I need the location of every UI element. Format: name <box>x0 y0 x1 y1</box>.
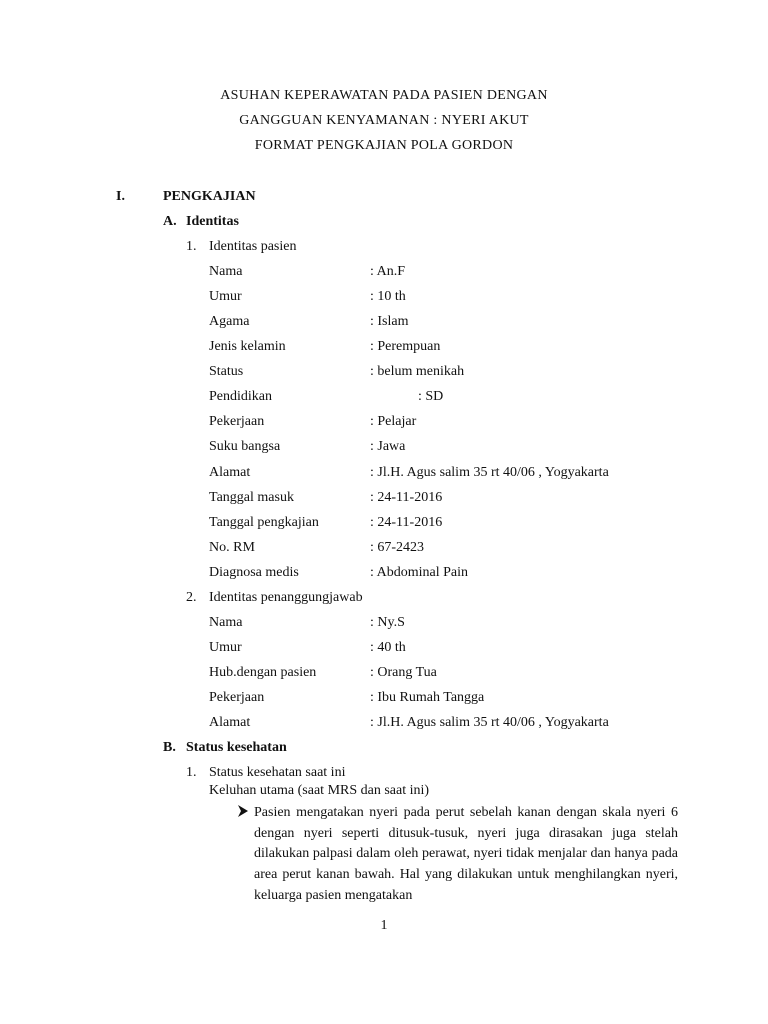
field-label: Pendidikan <box>209 389 272 404</box>
field-label: Nama <box>209 615 243 630</box>
field-value: : 40 th <box>370 640 406 655</box>
field-label: Diagnosa medis <box>209 565 299 580</box>
patient-id-title: Identitas pasien <box>209 239 297 254</box>
arrowhead-bullet-icon <box>236 804 250 818</box>
doc-title-line-2: GANGGUAN KENYAMANAN : NYERI AKUT <box>239 113 529 128</box>
field-label: Suku bangsa <box>209 439 281 454</box>
field-label: Umur <box>209 289 242 304</box>
complaint-label: Keluhan utama (saat MRS dan saat ini) <box>209 783 430 798</box>
field-value: : Abdominal Pain <box>370 565 468 580</box>
field-value: : 67-2423 <box>370 540 425 555</box>
guardian-id-title: Identitas penanggungjawab <box>209 590 363 605</box>
field-label: Pekerjaan <box>209 690 265 705</box>
field-value: : Jawa <box>370 439 406 454</box>
field-value: : Islam <box>370 314 409 329</box>
field-label: Umur <box>209 640 242 655</box>
field-label: Hub.dengan pasien <box>209 665 317 680</box>
guardian-id-number: 2. <box>186 590 197 605</box>
field-label: Pekerjaan <box>209 414 265 429</box>
doc-title-line-3: FORMAT PENGKAJIAN POLA GORDON <box>254 138 514 153</box>
subsection-b-title: Status kesehatan <box>186 740 287 755</box>
field-value: : belum menikah <box>370 364 465 379</box>
section-title: PENGKAJIAN <box>163 189 256 204</box>
doc-title-line-1: ASUHAN KEPERAWATAN PADA PASIEN DENGAN <box>220 88 548 103</box>
field-value: : Jl.H. Agus salim 35 rt 40/06 , Yogyakarta <box>370 465 609 480</box>
page-number: 1 <box>380 918 388 933</box>
field-value: : 24-11-2016 <box>370 490 443 505</box>
subsection-a-title: Identitas <box>186 214 239 229</box>
section-numeral: I. <box>116 189 125 204</box>
field-label: Alamat <box>209 715 251 730</box>
field-value: : Ny.S <box>370 615 405 630</box>
health-status-title: Status kesehatan saat ini <box>209 765 346 780</box>
field-label: No. RM <box>209 540 255 555</box>
field-value: : 24-11-2016 <box>370 515 443 530</box>
field-label: Tanggal masuk <box>209 490 294 505</box>
field-value: : Perempuan <box>370 339 441 354</box>
patient-id-number: 1. <box>186 239 197 254</box>
field-value: : Ibu Rumah Tangga <box>370 690 485 705</box>
subsection-b-letter: B. <box>163 740 176 755</box>
field-value: : Jl.H. Agus salim 35 rt 40/06 , Yogyakarta <box>370 715 609 730</box>
field-value: : 10 th <box>370 289 406 304</box>
field-label: Alamat <box>209 465 251 480</box>
field-value: : SD <box>418 389 444 404</box>
field-label: Tanggal pengkajian <box>209 515 319 530</box>
field-value: : Pelajar <box>370 414 417 429</box>
field-value: : An.F <box>370 264 406 279</box>
field-label: Status <box>209 364 244 379</box>
field-label: Jenis kelamin <box>209 339 286 354</box>
field-label: Agama <box>209 314 250 329</box>
field-value: : Orang Tua <box>370 665 437 680</box>
field-label: Nama <box>209 264 243 279</box>
complaint-paragraph: Pasien mengatakan nyeri pada perut sebelah kanan dengan skala nyeri 6 dengan nyeri seperti ditusuk-tusuk, nyeri juga dirasakan juga stelah dilakukan palpasi dalam oleh perawat, nyeri tidak menjalar dan hanya pada area perut kanan bawah. Hal yang dilakukan untuk menghilangkan nyeri, keluarga pasien mengatakan <box>254 805 678 903</box>
subsection-a-letter: A. <box>163 214 177 229</box>
health-status-number: 1. <box>186 765 197 780</box>
